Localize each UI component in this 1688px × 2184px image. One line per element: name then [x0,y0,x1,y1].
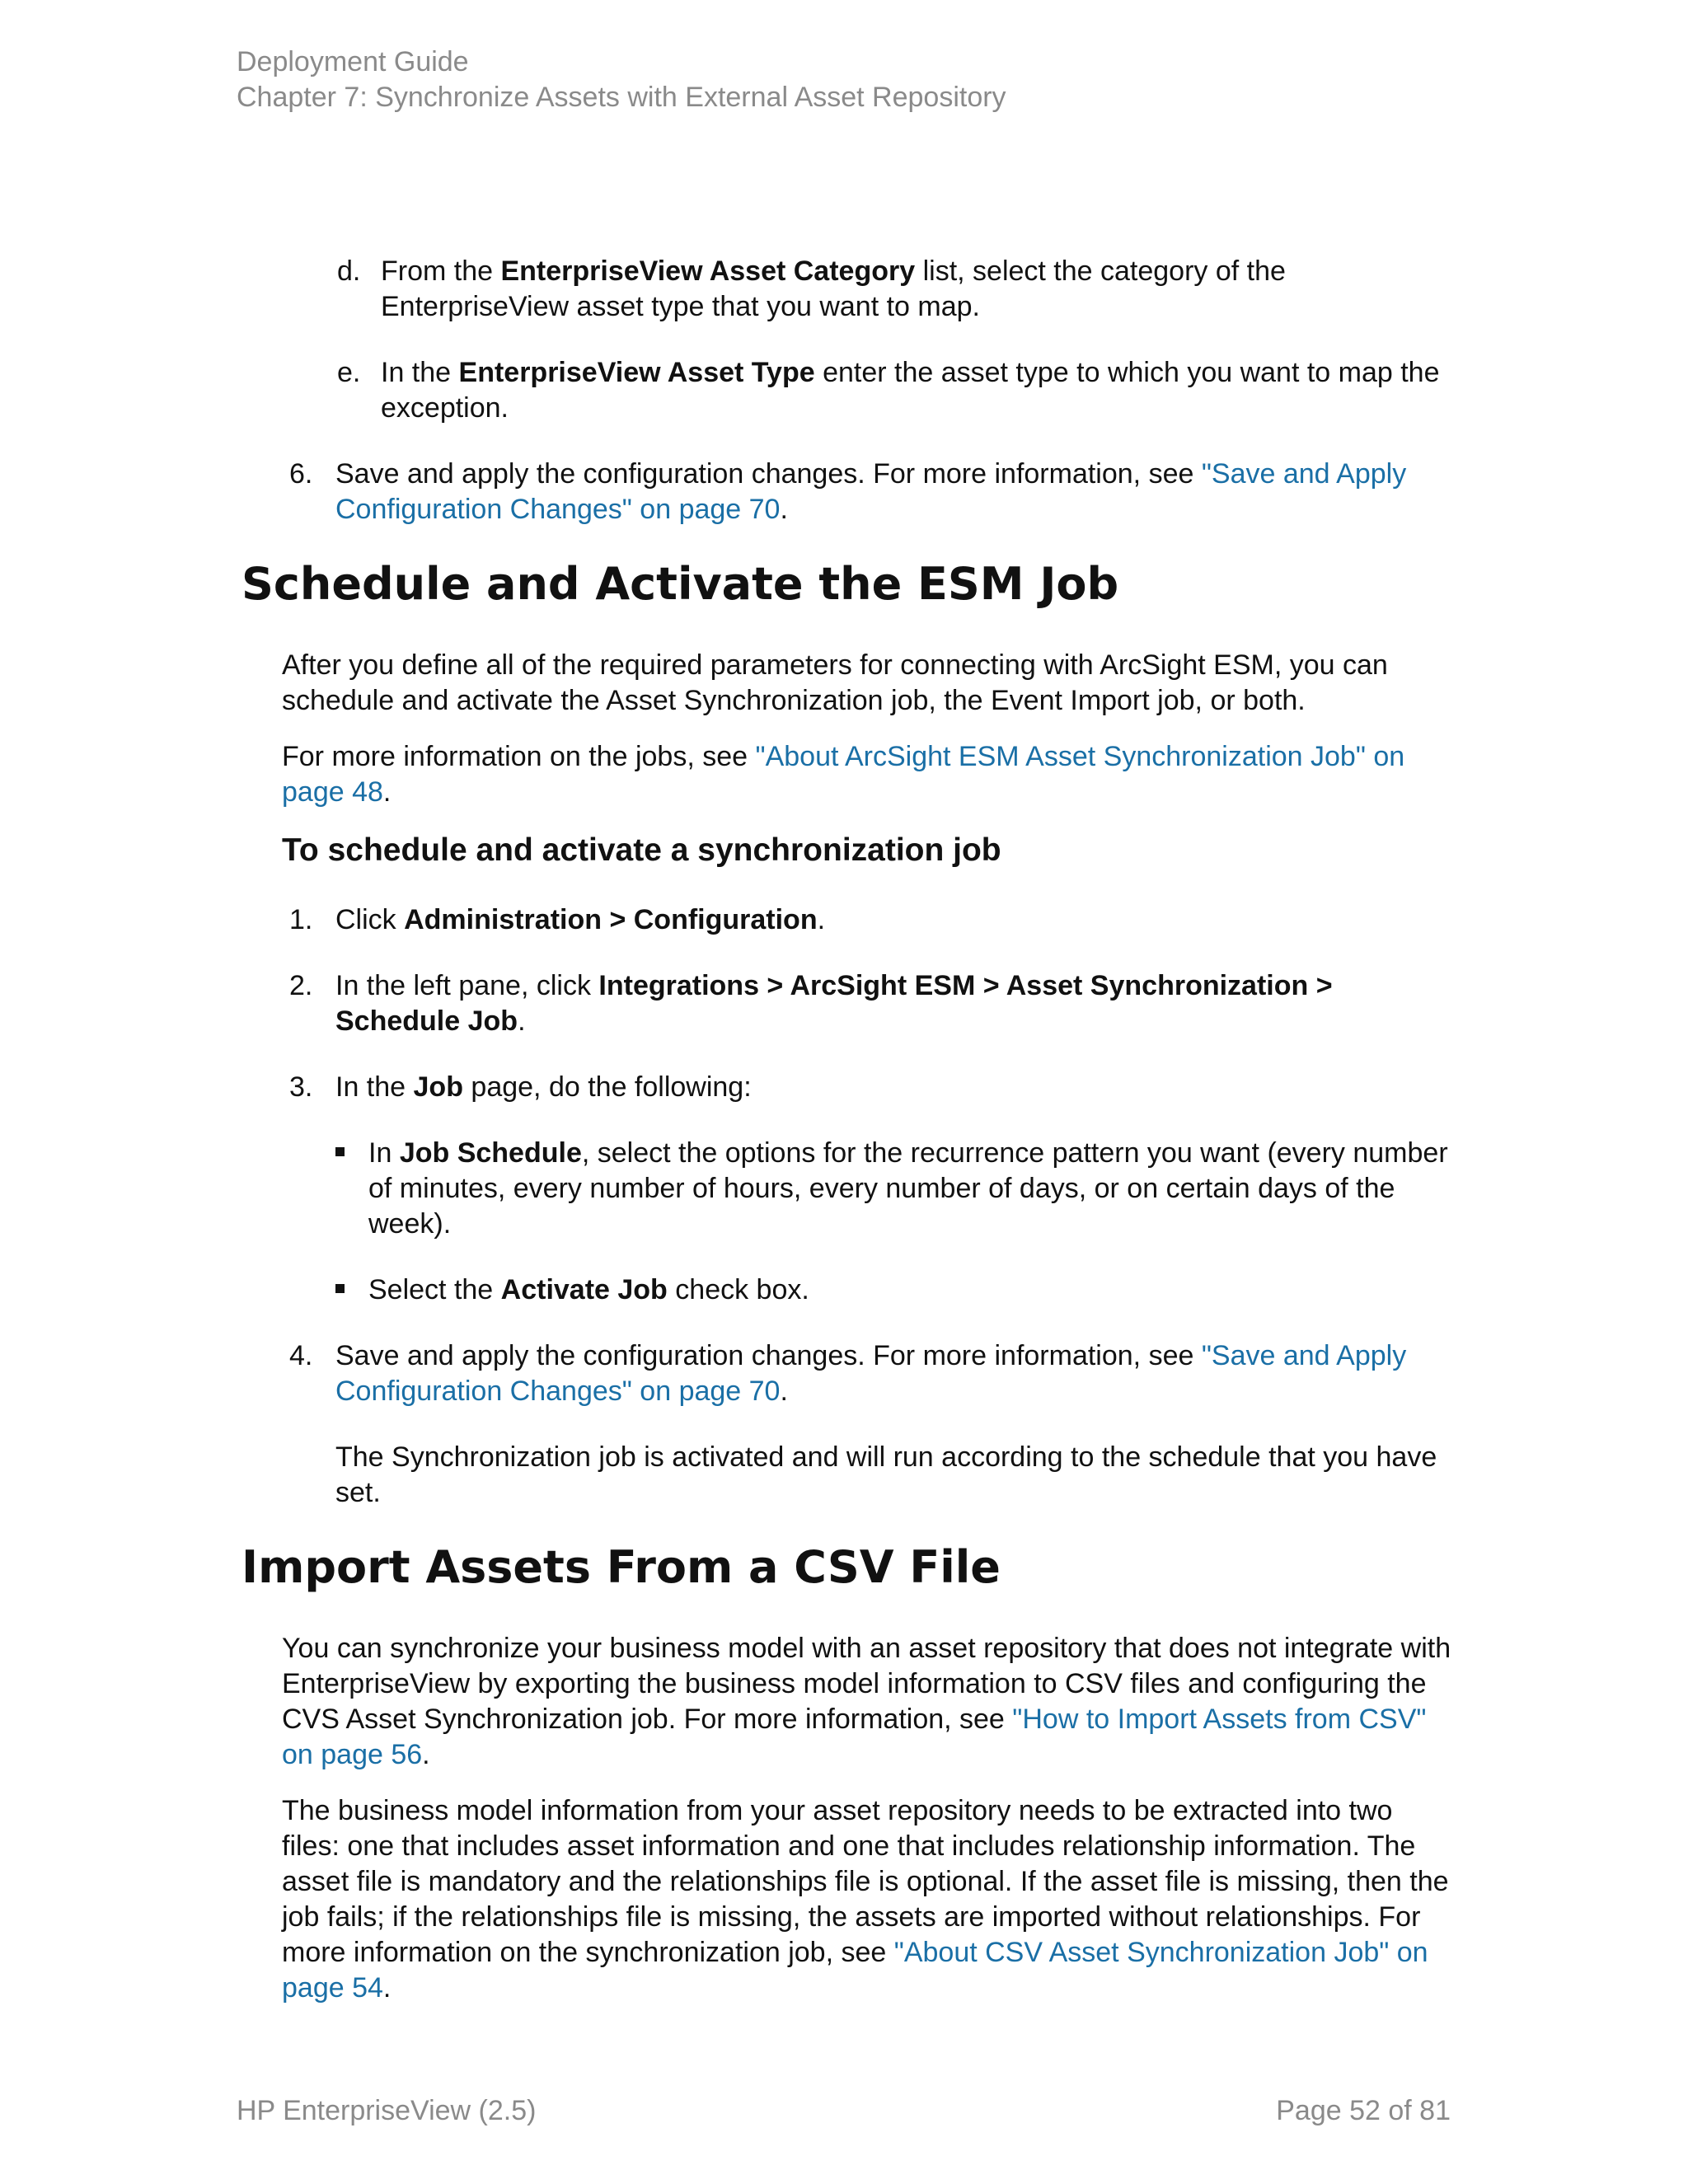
text: . [382,776,392,808]
text: Click [335,904,405,935]
ui-term: Activate Job [500,1274,668,1305]
list-marker: 2. [289,970,313,1001]
list-item-d [237,254,1452,325]
page-header [237,45,1006,115]
footer-page-number: Page 52 of 81 [1276,2095,1451,2126]
ui-term: EnterpriseView Asset Category [500,255,916,287]
ui-term: Integrations > ArcSight ESM > Asset Synchronization > Schedule Job [335,970,1333,1037]
section-heading-import-csv: Import Assets From a CSV File [241,1541,1001,1593]
result-note: The Synchronization job is activated and will run according to the schedule that you have set. [335,1441,1437,1508]
text: In the [335,1071,414,1103]
text: Save and apply the configuration changes. For more information, see [335,458,1202,490]
text: . [382,1972,392,2004]
link-import-assets-csv[interactable]: "How to Import Assets from CSV" on page 56 [282,1704,1427,1770]
paragraph [237,1631,1452,1773]
list-item-4 [237,1338,1452,1409]
text: check box. [667,1274,809,1305]
text: . [780,1376,788,1407]
paragraph [237,739,1452,810]
text: From the [381,255,501,287]
text: list, select the category of the EnterpriseView asset type that you want to map. [381,255,1286,322]
text: page, do the following: [462,1071,752,1103]
text: You can synchronize your business model with an asset repository that does not integrate with EnterpriseView by exporting the business model information to CSV files and configuring the CVS Asset Synchronization job. For more information, see [282,1633,1451,1735]
procedure-heading: To schedule and activate a synchronization job [282,832,1001,868]
ui-term: Job Schedule [399,1137,582,1169]
link-save-apply-config[interactable]: "Save and Apply Configuration Changes" on page 70 [335,1340,1407,1407]
list-marker: 1. [289,904,313,935]
text: For more information on the jobs, see [282,741,756,772]
paragraph [237,1793,1452,2006]
footer-product: HP EnterpriseView (2.5) [237,2095,537,2126]
list-item-3 [237,1070,1452,1105]
link-save-apply-config[interactable]: "Save and Apply Configuration Changes" on page 70 [335,458,1407,525]
square-bullet-icon [335,1147,345,1156]
main-content [237,254,1452,2027]
text: In the [381,357,459,388]
list-marker: 4. [289,1340,313,1371]
bullet-item-job-schedule [237,1136,1452,1242]
text: In the left pane, click [335,970,599,1001]
bullet-item-activate-job [237,1272,1452,1308]
text: In [368,1137,400,1169]
paragraph: After you define all of the required parameters for connecting with ArcSight ESM, you can schedule and activate the Asset Synchronization job, the Event Import job, or both. [282,649,1388,716]
list-marker: d. [337,255,361,287]
list-marker: e. [337,357,361,388]
list-item-e [237,355,1452,426]
header-chapter-title: Chapter 7: Synchronize Assets with External Asset Repository [237,82,1006,113]
section-heading-schedule-esm-job: Schedule and Activate the ESM Job [241,558,1119,610]
ui-term: EnterpriseView Asset Type [458,357,815,388]
text: . [817,904,826,935]
text: The business model information from your asset repository needs to be extracted into two files: one that includes asset information and one that includes relationship information. The asset file is mandatory and the relationships file is optional. If the asset file is missing, then the job fails; if the relationships file is missing, the assets are imported without relationships. For more information on the synchronization job, see [282,1795,1449,1968]
header-doc-title: Deployment Guide [237,46,469,77]
list-item-6 [237,457,1452,527]
list-item-1 [237,902,1452,938]
text: Select the [368,1274,501,1305]
ui-term: Administration > Configuration [404,904,818,935]
text: . [518,1005,526,1037]
text: enter the asset type to which you want to map the exception. [381,357,1440,424]
list-marker: 6. [289,458,313,490]
ui-term: Job [413,1071,463,1103]
text: . [780,494,788,525]
link-about-csv-sync-job[interactable]: "About CSV Asset Synchronization Job" on page 54 [282,1937,1428,2004]
list-item-2 [237,968,1452,1039]
square-bullet-icon [335,1284,345,1293]
text: , select the options for the recurrence pattern you want (every number of minutes, every number of hours, every number of days, or on certain days of the week). [368,1137,1448,1240]
text: . [422,1739,430,1770]
text: Save and apply the configuration changes. For more information, see [335,1340,1202,1371]
list-marker: 3. [289,1071,313,1103]
link-about-esm-sync-job[interactable]: "About ArcSight ESM Asset Synchronization Job" on page 48 [282,741,1405,808]
